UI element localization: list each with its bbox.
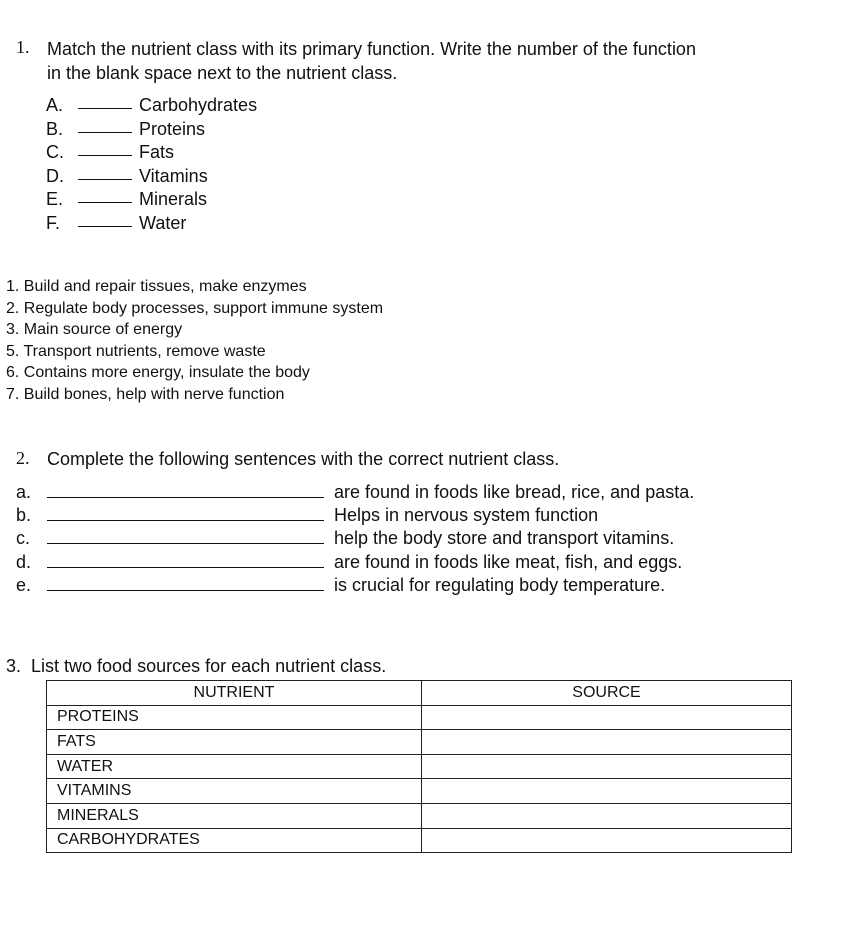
answer-blank-b[interactable] [78,132,132,133]
answer-blank-a[interactable] [78,108,132,109]
option-letter: D. [46,165,64,186]
q1-option-c [46,141,346,164]
function-item: 2. Regulate body processes, support immune system [6,299,384,317]
table-row [47,779,792,804]
sentence-text: is crucial for regulating body temperature. [334,574,666,595]
table-row [47,803,792,828]
sentence-blank-a[interactable] [47,497,324,498]
sentence-blank-d[interactable] [47,567,324,568]
table-header-row [47,681,792,706]
q1-option-e [46,188,346,211]
answer-blank-d[interactable] [78,179,132,180]
sentence-text: are found in foods like bread, rice, and pasta. [334,482,695,502]
nutrient-cell: CARBOHYDRATES [47,828,422,853]
source-cell[interactable] [422,754,792,779]
option-letter: E. [46,189,64,209]
nutrient-name: Water [139,212,187,233]
answer-blank-f[interactable] [78,226,132,227]
q2-sentence-a [16,481,776,504]
header-nutrient: NUTRIENT [47,681,422,706]
sentence-text: help the body store and transport vitamins. [334,528,675,549]
sentence-blank-c[interactable] [47,543,324,544]
nutrient-cell: FATS [47,730,422,755]
q1-option-a [46,94,346,117]
q1-option-f [46,212,346,235]
sentence-text: Helps in nervous system function [334,505,599,526]
nutrient-cell: PROTEINS [47,705,422,730]
q2-sentence-e [16,574,776,597]
q1-number: 1. [16,37,30,57]
sentence-letter: e. [16,574,32,595]
answer-blank-c[interactable] [78,155,132,156]
q2-sentence-b [16,504,776,527]
sentence-blank-e[interactable] [47,590,324,591]
q3-prompt: 3. List two food sources for each nutrient class. [6,656,387,676]
nutrient-name: Vitamins [139,165,208,186]
source-cell[interactable] [422,705,792,730]
table-row [47,705,792,730]
table-row [47,730,792,755]
function-item: 1. Build and repair tissues, make enzymes [6,278,307,295]
q2-prompt: Complete the following sentences with the correct nutrient class. [47,449,560,469]
source-cell[interactable] [422,828,792,853]
nutrient-name: Proteins [139,118,206,139]
option-letter: A. [46,95,64,115]
option-letter: C. [46,142,64,162]
answer-blank-e[interactable] [78,202,132,203]
q1-prompt-line2: in the blank space next to the nutrient class. [47,63,398,83]
table-row [47,754,792,779]
nutrient-cell: WATER [47,754,422,779]
function-item: 3. Main source of energy [6,321,183,338]
function-item: 6. Contains more energy, insulate the body [6,364,310,381]
q1-prompt-line1: Match the nutrient class with its primary function. Write the number of the function [47,39,696,59]
sentence-letter: d. [16,551,32,572]
sentence-blank-b[interactable] [47,520,324,521]
table-row [47,828,792,853]
sentence-letter: b. [16,505,32,526]
nutrient-cell: VITAMINS [47,779,422,804]
option-letter: B. [46,118,64,139]
sentence-text: are found in foods like meat, fish, and eggs. [334,551,683,572]
nutrient-cell: MINERALS [47,803,422,828]
option-letter: F. [46,212,61,233]
source-cell[interactable] [422,803,792,828]
q2-sentence-c [16,527,776,550]
nutrient-source-table [46,680,792,853]
sentence-letter: a. [16,482,32,502]
function-item: 7. Build bones, help with nerve function [6,385,285,403]
nutrient-name: Carbohydrates [139,95,258,115]
q1-option-d [46,165,346,188]
source-cell[interactable] [422,730,792,755]
nutrient-name: Fats [139,142,175,162]
function-item: 5. Transport nutrients, remove waste [6,342,266,360]
q2-number: 2. [16,448,30,468]
q1-option-b [46,118,346,141]
sentence-letter: c. [16,528,31,549]
q2-sentence-d [16,551,776,574]
source-cell[interactable] [422,779,792,804]
nutrient-name: Minerals [139,189,208,209]
header-source: SOURCE [422,681,792,706]
